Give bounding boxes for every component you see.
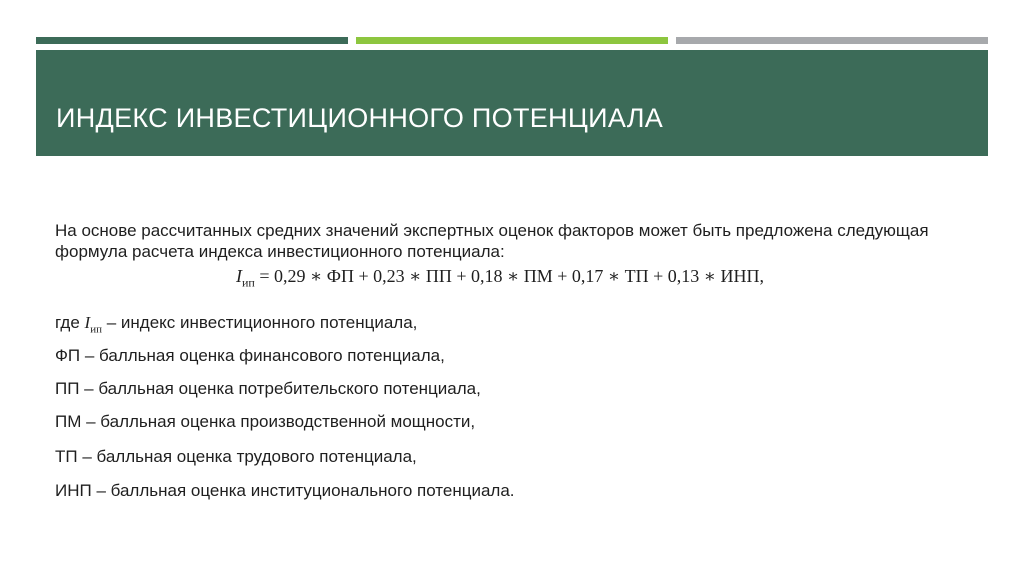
definition-item: ТП – балльная оценка трудового потенциала, bbox=[55, 447, 417, 466]
accent-bar-dark-green bbox=[36, 37, 348, 44]
definition-item: ИНП – балльная оценка институционального потенциала. bbox=[55, 481, 515, 500]
accent-bar-light-green bbox=[356, 37, 668, 44]
slide-body bbox=[55, 220, 975, 500]
formula-symbol: $I_{ип}$ bbox=[236, 266, 255, 290]
intro-paragraph: На основе рассчитанных средних значений экспертных оценок факторов может быть предложена следующая формула расчета индекса инвестиционного потенциала: bbox=[55, 221, 929, 261]
accent-bar-gray bbox=[676, 37, 988, 44]
definition-item: ПМ – балльная оценка производственной мощности, bbox=[55, 412, 476, 431]
title-band bbox=[36, 50, 988, 156]
slide-title: ИНДЕКС ИНВЕСТИЦИОННОГО ПОТЕНЦИАЛА bbox=[56, 103, 664, 133]
definition-item: ФП – балльная оценка финансового потенциала, bbox=[55, 346, 445, 365]
formula bbox=[55, 265, 975, 294]
definition-symbol: $I_{ип}$ bbox=[84, 313, 102, 336]
definition-item: ПП – балльная оценка потребительского потенциала, bbox=[55, 379, 481, 398]
definition-item: где $I_{ип}$ – индекс инвестиционного потенциала, bbox=[55, 313, 418, 336]
formula-expression: = 0,29 ∗ ФП + 0,23 ∗ ПП + 0,18 ∗ ПМ + 0,17 ∗ ТП + 0,13 ∗ ИНП, bbox=[254, 266, 764, 286]
